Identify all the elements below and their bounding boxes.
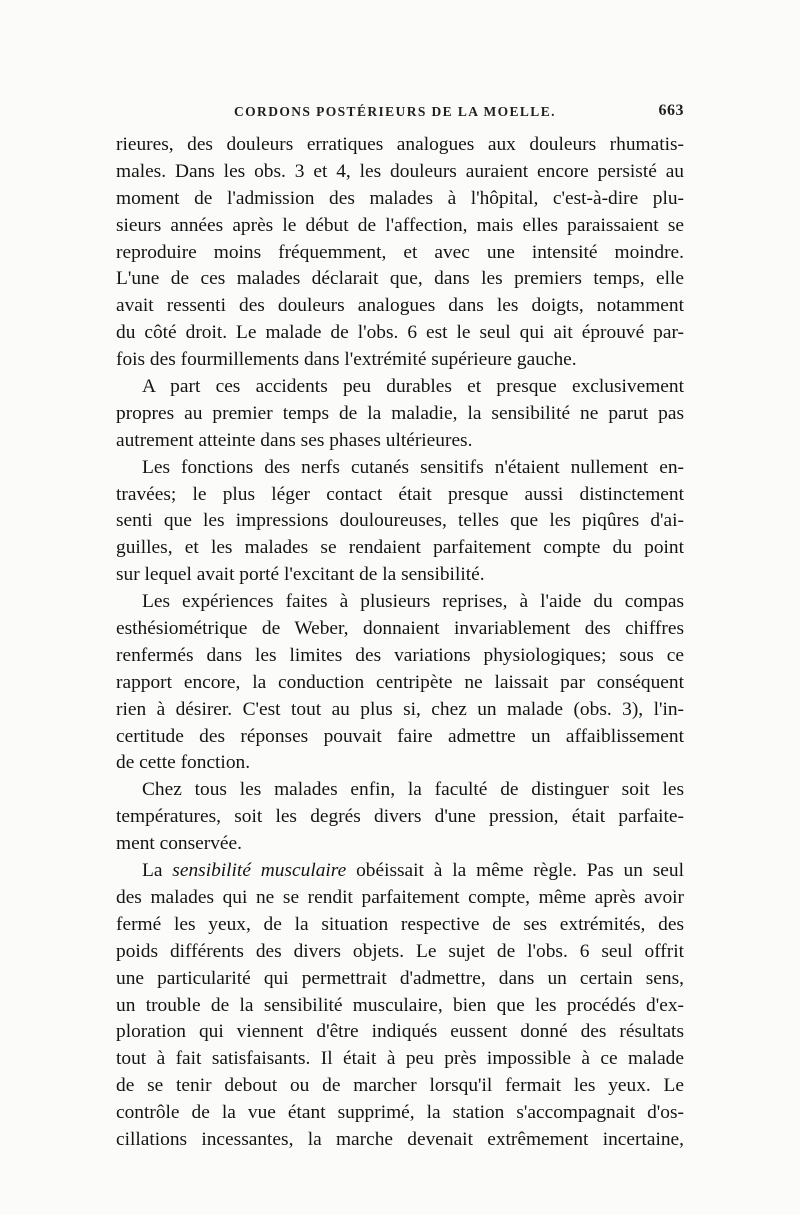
text-line: propres au premier temps de la maladie, la sensibilité ne parut pas	[116, 402, 684, 424]
text-line: températures, soit les degrés divers d'une pression, était parfaite-	[116, 806, 684, 828]
body-text	[116, 132, 684, 1154]
text-line: de se tenir debout ou de marcher lorsqu'il fermait les yeux. Le	[116, 1075, 684, 1097]
text-line: fermé les yeux, de la situation respective de ses extrémités, des	[116, 913, 684, 935]
text-line: avait ressenti des douleurs analogues dans les doigts, notamment	[116, 295, 684, 317]
paragraph-first-line: Les fonctions des nerfs cutanés sensitifs n'étaient nullement en-	[142, 456, 684, 478]
paragraph-first-line	[116, 858, 684, 885]
page-number: 663	[658, 102, 684, 119]
running-head	[116, 104, 684, 126]
text-line: reproduire moins fréquemment, et avec une intensité moindre.	[116, 241, 684, 263]
text-line: contrôle de la vue étant supprimé, la station s'accompagnait d'os-	[116, 1102, 684, 1124]
text-line: guilles, et les malades se rendaient parfaitement compte du point	[116, 537, 684, 559]
text-line: rien à désirer. C'est tout au plus si, chez un malade (obs. 3), l'in-	[116, 698, 684, 720]
text-line: esthésiométrique de Weber, donnaient invariablement des chiffres	[116, 618, 684, 640]
text-line: fois des fourmillements dans l'extrémité supérieure gauche.	[116, 349, 577, 371]
text-line: ment conservée.	[116, 833, 242, 855]
text-line: des malades qui ne se rendit parfaitement compte, même après avoir	[116, 886, 684, 908]
text-line: rapport encore, la conduction centripète ne laissait par conséquent	[116, 671, 684, 693]
text-line: cillations incessantes, la marche devenait extrêmement incertaine,	[116, 1128, 684, 1150]
text-line: sur lequel avait porté l'excitant de la sensibilité.	[116, 564, 485, 586]
italic-term: sensibilité musculaire	[172, 860, 347, 882]
text-run: obéissait à la même règle. Pas un seul	[346, 860, 684, 882]
text-line: tout à fait satisfaisants. Il était à peu près impossible à ce malade	[116, 1048, 684, 1070]
text-line: autrement atteinte dans ses phases ultérieures.	[116, 429, 473, 451]
text-line: poids différents des divers objets. Le sujet de l'obs. 6 seul offrit	[116, 940, 684, 962]
text-line: un trouble de la sensibilité musculaire, bien que les procédés d'ex-	[116, 994, 684, 1016]
text-run: La	[142, 860, 173, 882]
paragraph-first-line: A part ces accidents peu durables et presque exclusivement	[142, 376, 684, 398]
running-title: CORDONS POSTÉRIEURS DE LA MOELLE.	[234, 104, 556, 119]
text-line: de cette fonction.	[116, 752, 251, 774]
text-line: rieures, des douleurs erratiques analogues aux douleurs rhumatis-	[116, 134, 684, 155]
text-line: travées; le plus léger contact était presque aussi distinctement	[116, 483, 684, 505]
text-line: renfermés dans les limites des variations physiologiques; sous ce	[116, 644, 684, 666]
text-line: L'une de ces malades déclarait que, dans les premiers temps, elle	[116, 268, 684, 290]
text-line: certitude des réponses pouvait faire admettre un affaiblissement	[116, 725, 684, 747]
text-line: senti que les impressions douloureuses, telles que les piqûres d'ai-	[116, 510, 684, 532]
paragraph-first-line: Les expériences faites à plusieurs reprises, à l'aide du compas	[142, 591, 684, 613]
paragraph-first-line: Chez tous les malades enfin, la faculté de distinguer soit les	[142, 779, 684, 801]
text-line: males. Dans les obs. 3 et 4, les douleurs auraient encore persisté au	[116, 160, 684, 182]
text-line: une particularité qui permettrait d'admettre, dans un certain sens,	[116, 967, 684, 989]
text-line: ploration qui viennent d'être indiqués eussent donné des résultats	[116, 1021, 684, 1043]
text-line: sieurs années après le début de l'affection, mais elles paraissaient se	[116, 214, 684, 236]
text-line: moment de l'admission des malades à l'hôpital, c'est-à-dire plu-	[116, 187, 684, 209]
text-line: du côté droit. Le malade de l'obs. 6 est le seul qui ait éprouvé par-	[116, 322, 684, 344]
